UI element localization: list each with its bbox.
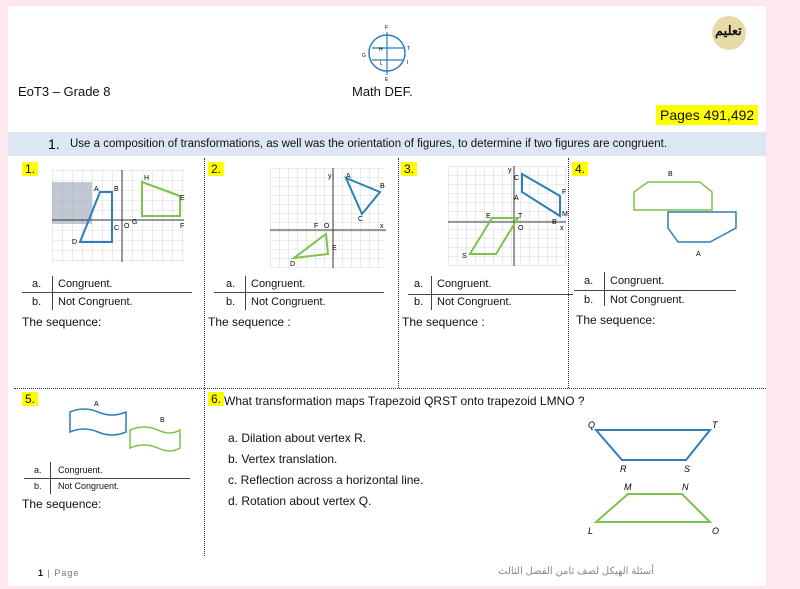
svg-text:A: A: [94, 401, 99, 408]
label-I: I: [407, 60, 409, 66]
answer-rule: [574, 290, 736, 291]
option-letter: a.: [226, 278, 236, 290]
problem-3-figure: [448, 166, 566, 266]
label-H: H: [379, 47, 383, 53]
footer-arabic: أسئلة الهيكل لصف ثامن الفصل الثالث: [498, 566, 655, 577]
svg-text:F: F: [562, 189, 567, 196]
option-letter: a.: [32, 278, 42, 290]
divider: [398, 158, 399, 388]
svg-text:x: x: [560, 225, 564, 232]
option-letter: a.: [414, 278, 424, 290]
option-congruent[interactable]: Congruent.: [58, 278, 113, 290]
divider: [14, 388, 766, 389]
svg-text:D: D: [72, 239, 78, 246]
svg-text:M: M: [562, 211, 568, 218]
svg-text:E: E: [180, 195, 185, 202]
svg-text:D: D: [290, 261, 296, 268]
answer-rule: [214, 292, 384, 293]
label-L: L: [380, 61, 383, 67]
option-not-congruent[interactable]: Not Congruent.: [437, 296, 512, 308]
svg-text:T: T: [712, 420, 718, 430]
page-number: 1: [38, 568, 45, 578]
svg-text:O: O: [324, 223, 330, 230]
option-letter: b.: [34, 481, 42, 491]
problem-2-figure: [270, 168, 386, 268]
svg-text:B: B: [668, 171, 673, 178]
svg-text:A: A: [346, 173, 351, 180]
option-c[interactable]: c. Reflection across a horizontal line.: [228, 473, 424, 487]
svg-text:O: O: [518, 225, 524, 232]
label-F: F: [385, 25, 389, 31]
page-footer: [38, 568, 79, 578]
svg-text:y: y: [508, 167, 512, 174]
divider: [568, 158, 569, 388]
option-d[interactable]: d. Rotation about vertex Q.: [228, 494, 372, 508]
logo: تعليم: [712, 16, 746, 50]
problem-4-number: 4.: [572, 162, 588, 176]
circle-diagram: [356, 20, 418, 82]
option-congruent[interactable]: Congruent.: [251, 278, 306, 290]
option-letter: b.: [32, 296, 42, 308]
answer-divider: [52, 276, 53, 310]
answer-divider: [431, 276, 432, 310]
grade-label: EoT3 – Grade 8: [18, 84, 111, 99]
svg-text:B: B: [380, 183, 385, 190]
question-6-number: 6.: [208, 392, 224, 406]
svg-text:O: O: [124, 223, 130, 230]
svg-text:C: C: [114, 225, 120, 232]
question-6-text: What transformation maps Trapezoid QRST onto trapezoid LMNO ?: [224, 394, 585, 408]
option-letter: b.: [226, 296, 236, 308]
option-not-congruent[interactable]: Not Congruent.: [58, 296, 133, 308]
sequence-label: The sequence:: [22, 315, 102, 329]
option-not-congruent[interactable]: Not Congruent.: [58, 481, 120, 491]
option-letter: b.: [584, 294, 594, 306]
svg-text:S: S: [684, 464, 691, 474]
svg-text:y: y: [328, 173, 332, 180]
answer-divider: [245, 276, 246, 310]
option-congruent[interactable]: Congruent.: [437, 278, 492, 290]
instruction-number: 1.: [48, 136, 60, 152]
svg-text:H: H: [144, 175, 150, 182]
svg-text:Q: Q: [588, 420, 596, 430]
option-not-congruent[interactable]: Not Congruent.: [610, 294, 685, 306]
svg-text:L: L: [588, 526, 594, 536]
svg-text:M: M: [624, 482, 632, 492]
answer-rule: [408, 294, 573, 295]
svg-text:S: S: [462, 253, 467, 260]
option-congruent[interactable]: Congruent.: [610, 275, 665, 287]
answer-divider: [50, 462, 51, 494]
problem-5-number: 5.: [22, 392, 38, 406]
problem-1-figure: [52, 170, 184, 262]
sequence-label: The sequence:: [576, 313, 656, 327]
page-word: | Page: [47, 568, 80, 578]
trapezoid-figure: [584, 416, 724, 538]
svg-text:A: A: [514, 195, 519, 202]
svg-text:A: A: [94, 186, 99, 193]
problem-3-number: 3.: [401, 162, 417, 176]
svg-text:G: G: [132, 219, 138, 226]
svg-text:B: B: [160, 417, 165, 424]
answer-rule: [24, 478, 190, 479]
svg-text:T: T: [518, 213, 523, 220]
svg-text:F: F: [180, 223, 185, 230]
svg-text:R: R: [620, 464, 627, 474]
option-not-congruent[interactable]: Not Congruent.: [251, 296, 326, 308]
worksheet-page: [8, 6, 766, 586]
svg-text:B: B: [114, 186, 119, 193]
instruction-band: [8, 132, 766, 156]
svg-text:E: E: [332, 245, 337, 252]
problem-2-number: 2.: [208, 162, 224, 176]
svg-text:C: C: [358, 216, 364, 223]
svg-text:x: x: [380, 223, 384, 230]
option-congruent[interactable]: Congruent.: [58, 465, 103, 475]
label-G: G: [362, 53, 366, 59]
svg-text:B: B: [552, 219, 557, 226]
sequence-label: The sequence :: [402, 315, 485, 329]
option-letter: b.: [414, 296, 424, 308]
option-letter: a.: [584, 275, 594, 287]
problem-4-figure: [624, 166, 744, 264]
svg-text:C: C: [514, 175, 520, 182]
pages-badge: Pages 491,492: [656, 105, 758, 125]
svg-text:E: E: [486, 213, 491, 220]
svg-text:O: O: [712, 526, 720, 536]
course-label: Math DEF.: [352, 84, 413, 99]
problem-5-figure: [64, 396, 184, 456]
instruction-text: Use a composition of transformations, as well was the orientation of figures, to determine if two figures are congruent.: [70, 138, 668, 150]
option-b[interactable]: b. Vertex translation.: [228, 452, 338, 466]
option-a[interactable]: a. Dilation about vertex R.: [228, 431, 367, 445]
option-letter: a.: [34, 465, 42, 475]
divider: [204, 158, 205, 556]
answer-divider: [604, 272, 605, 306]
problem-1-number: 1.: [22, 162, 38, 176]
svg-text:N: N: [682, 482, 689, 492]
svg-text:A: A: [696, 251, 701, 258]
sequence-label: The sequence :: [208, 315, 291, 329]
label-E: E: [385, 77, 389, 83]
sequence-label: The sequence:: [22, 497, 102, 511]
answer-rule: [22, 292, 192, 293]
label-T: T: [407, 46, 411, 52]
svg-text:F: F: [314, 223, 319, 230]
